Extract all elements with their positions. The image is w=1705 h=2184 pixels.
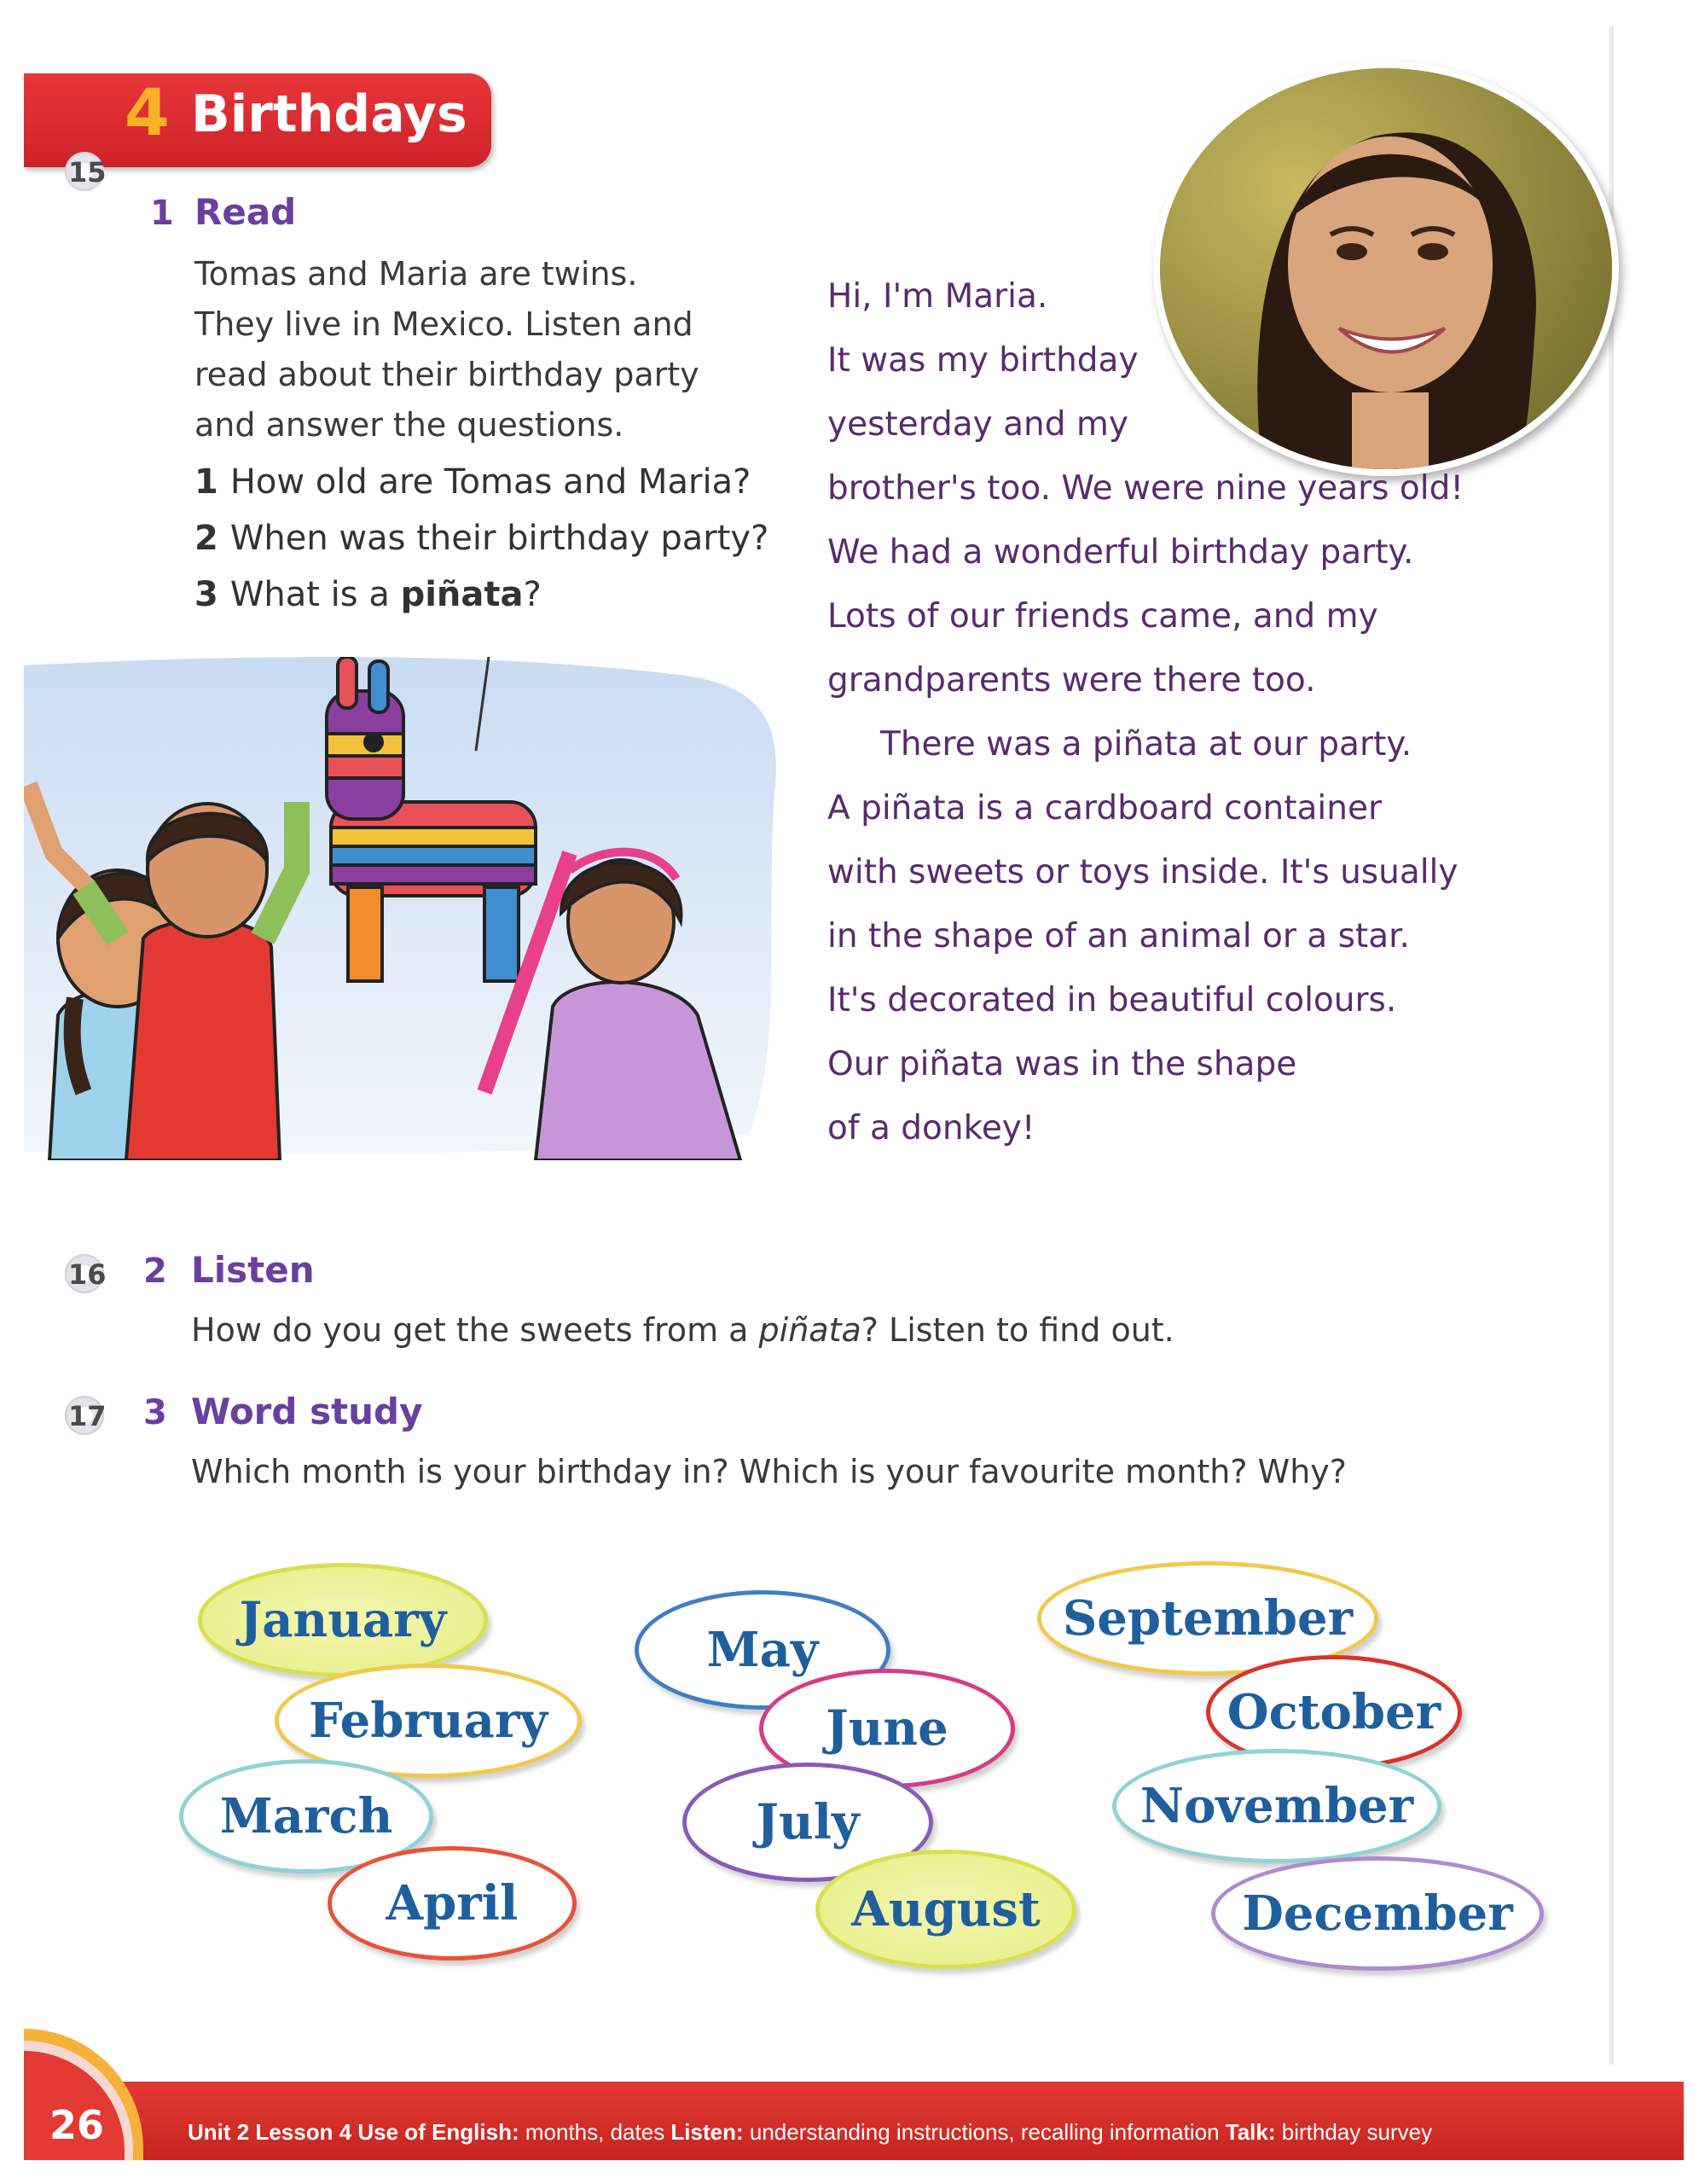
read-intro: [194, 249, 809, 450]
month-bubble-april: April: [328, 1846, 577, 1960]
letter-line: It's decorated in beautiful colours.: [827, 981, 1397, 1019]
question-text: How old are Tomas and Maria?: [229, 462, 751, 502]
listen-instruction: [191, 1305, 1174, 1356]
section-title-word-study: Word study: [191, 1391, 423, 1432]
footer-label-talk: Talk:: [1225, 2119, 1276, 2145]
page-number: 26: [49, 2102, 105, 2148]
question-number: 1: [194, 462, 218, 502]
letter-line: brother's too. We were nine years old!: [827, 469, 1464, 508]
pinata-illustration: [24, 657, 792, 1160]
question-text: What is a: [229, 575, 401, 614]
month-bubble-may: May: [635, 1590, 890, 1710]
month-bubble-august: August: [815, 1850, 1076, 1969]
listen-text: How do you get the sweets from a: [191, 1311, 759, 1349]
question-number: 3: [194, 575, 218, 614]
question-item: [194, 510, 792, 566]
month-bubble-february: February: [275, 1664, 582, 1778]
letter-line: of a donkey!: [827, 1109, 1035, 1147]
footer-label-use: Use of English:: [357, 2119, 519, 2145]
footer-talk-text: birthday survey: [1281, 2119, 1433, 2145]
page-edge: [1609, 26, 1614, 2065]
letter-line: grandparents were there too.: [827, 661, 1316, 700]
letter-line: Hi, I'm Maria.: [827, 277, 1048, 316]
track-number: 17: [68, 1400, 107, 1432]
month-bubble-october: October: [1206, 1655, 1462, 1769]
word-study-instruction: Which month is your birthday in? Which is your favourite month? Why?: [191, 1453, 1347, 1490]
question-list: [194, 454, 792, 623]
section-number: 3: [143, 1393, 167, 1432]
letter-line: Lots of our friends came, and my: [827, 597, 1378, 636]
footer-unit-lesson: Unit 2 Lesson 4: [188, 2119, 352, 2145]
letter-line: We had a wonderful birthday party.: [827, 533, 1414, 572]
month-bubble-july: July: [682, 1763, 933, 1882]
letter-line: yesterday and my: [827, 405, 1128, 444]
intro-line: read about their birthday party: [194, 356, 699, 393]
month-bubble-january: January: [198, 1563, 488, 1677]
letter-line: with sweets or toys inside. It's usually: [827, 853, 1459, 892]
letter-line: in the shape of an animal or a star.: [827, 917, 1410, 956]
unit-number: 4: [125, 74, 170, 150]
maria-letter: [827, 264, 1535, 1160]
unit-title: Birthdays: [191, 84, 467, 144]
footer-lesson-info: [188, 2121, 1432, 2143]
month-bubble-march: March: [179, 1759, 433, 1873]
month-bubble-december: December: [1211, 1856, 1544, 1971]
question-text: When was their birthday party?: [229, 519, 769, 558]
footer-label-listen: Listen:: [670, 2119, 744, 2145]
section-title-read: Read: [194, 191, 297, 233]
intro-line: and answer the questions.: [194, 406, 624, 444]
month-bubble-november: November: [1112, 1749, 1441, 1863]
intro-line: Tomas and Maria are twins.: [194, 255, 638, 293]
question-number: 2: [194, 519, 218, 558]
listen-keyword: piñata: [758, 1311, 861, 1349]
section-title-listen: Listen: [191, 1249, 315, 1291]
letter-line: There was a piñata at our party.: [880, 725, 1412, 764]
footer-listen-text: understanding instructions, recalling information: [749, 2119, 1220, 2145]
month-bubble-september: September: [1037, 1561, 1378, 1676]
track-number: 15: [68, 156, 107, 189]
track-number: 16: [68, 1258, 107, 1291]
section-number: 2: [143, 1252, 167, 1291]
footer-use-text: months, dates: [525, 2119, 665, 2145]
question-item: [194, 566, 792, 623]
question-text: ?: [523, 575, 542, 614]
month-bubble-june: June: [759, 1669, 1015, 1788]
letter-line: A piñata is a cardboard container: [827, 789, 1382, 828]
question-keyword: piñata: [400, 575, 524, 614]
intro-line: They live in Mexico. Listen and: [194, 305, 693, 343]
listen-text: ? Listen to find out.: [861, 1311, 1174, 1349]
letter-line: Our piñata was in the shape: [827, 1045, 1297, 1083]
letter-line: It was my birthday: [827, 341, 1139, 380]
section-number: 1: [150, 194, 174, 233]
question-item: [194, 454, 792, 510]
